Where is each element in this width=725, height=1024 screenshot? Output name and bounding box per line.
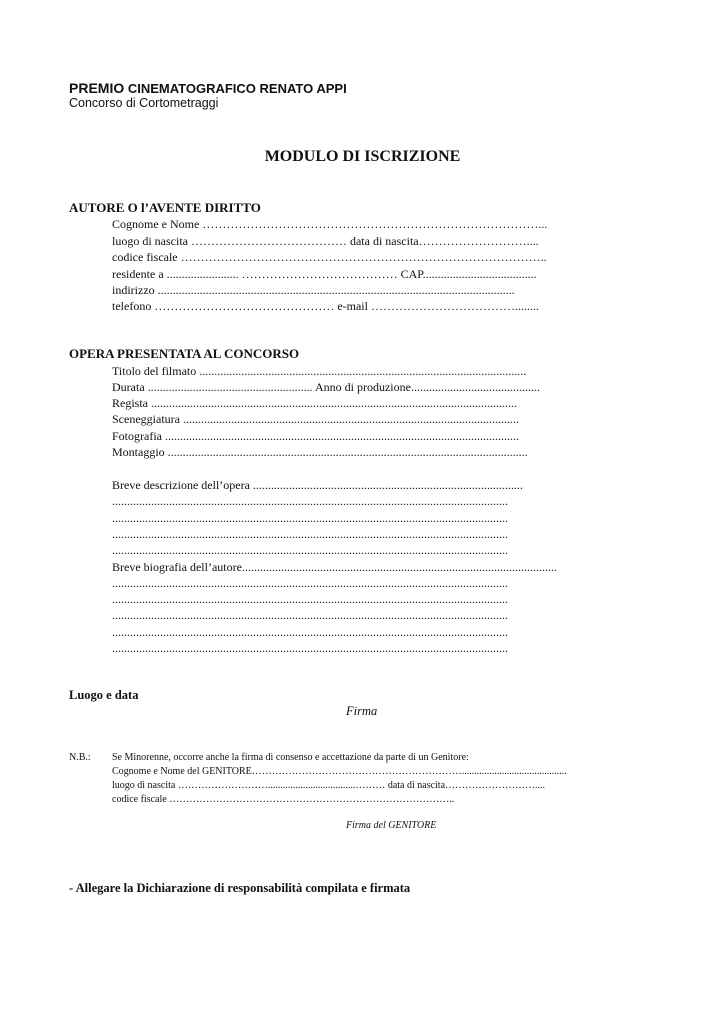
author-address-field[interactable]: indirizzo ....................................................................................................................... xyxy=(112,283,515,297)
author-tax-code-field[interactable]: codice fiscale ……………………………………………………………………………….. xyxy=(112,250,547,264)
contest-title-rest: CINEMATOGRAFICO RENATO APPI xyxy=(124,81,347,96)
contest-title xyxy=(69,80,347,96)
description-line[interactable]: .................................................................................................................................... xyxy=(112,494,508,508)
work-section-title: OPERA PRESENTATA AL CONCORSO xyxy=(69,346,300,361)
form-title: MODULO DI ISCRIZIONE xyxy=(264,148,461,165)
parent-signature-label: Firma del GENITORE xyxy=(346,820,437,831)
biography-line[interactable]: .................................................................................................................................... xyxy=(112,608,508,622)
description-line[interactable]: .................................................................................................................................... xyxy=(112,511,508,525)
photography-field[interactable]: Fotografia ...................................................................................................................... xyxy=(112,429,519,443)
parent-birth-field[interactable]: luogo di nascita ………………………...................................……… data di nascita……………………….... xyxy=(112,780,546,791)
parent-name-field[interactable]: Cognome e Nome del GENITORE……………………………………………………….......................................... xyxy=(112,766,567,777)
description-label[interactable]: Breve descrizione dell’opera .......................................................................................... xyxy=(112,478,523,492)
contest-title-premio: PREMIO xyxy=(69,80,125,96)
signature-label: Firma xyxy=(346,704,378,718)
author-birth-field[interactable]: luogo di nascita ………………………………… data di nascita……………………….... xyxy=(112,234,539,248)
author-phone-email-field[interactable]: telefono ……………………………………… e-mail ………………………………........ xyxy=(112,299,539,313)
author-section-title: AUTORE O l’AVENTE DIRITTO xyxy=(69,200,261,215)
biography-label[interactable]: Breve biografia dell’autore......................................................................................................... xyxy=(112,560,557,574)
biography-line[interactable]: .................................................................................................................................... xyxy=(112,576,508,590)
description-line[interactable]: .................................................................................................................................... xyxy=(112,543,508,557)
nb-label: N.B.: xyxy=(69,752,91,763)
duration-year-field[interactable]: Durata ....................................................... Anno di produzione........................................... xyxy=(112,380,540,394)
director-field[interactable]: Regista .......................................................................................................................... xyxy=(112,396,517,410)
editing-field[interactable]: Montaggio ........................................................................................................................ xyxy=(112,445,528,459)
attach-declaration-note: - Allegare la Dichiarazione di responsabilità compilata e firmata xyxy=(69,881,411,895)
contest-subtitle: Concorso di Cortometraggi xyxy=(69,96,219,110)
minor-consent-note: Se Minorenne, occorre anche la firma di consenso e accettazione da parte di un Genitore: xyxy=(112,752,469,763)
film-title-field[interactable]: Titolo del filmato ............................................................................................................. xyxy=(112,364,527,378)
place-date-label: Luogo e data xyxy=(69,688,139,702)
parent-tax-code-field[interactable]: codice fiscale ………………………………………………………………………….. xyxy=(112,794,455,805)
biography-line[interactable]: .................................................................................................................................... xyxy=(112,641,508,655)
description-line[interactable]: .................................................................................................................................... xyxy=(112,527,508,541)
author-residence-field[interactable]: residente a ........................ ………………………………… CAP...................................... xyxy=(112,267,537,281)
biography-line[interactable]: .................................................................................................................................... xyxy=(112,592,508,606)
author-name-field[interactable]: Cognome e Nome …………………………………………………………………………... xyxy=(112,217,548,231)
screenplay-field[interactable]: Sceneggiatura ................................................................................................................ xyxy=(112,412,519,426)
biography-line[interactable]: .................................................................................................................................... xyxy=(112,625,508,639)
